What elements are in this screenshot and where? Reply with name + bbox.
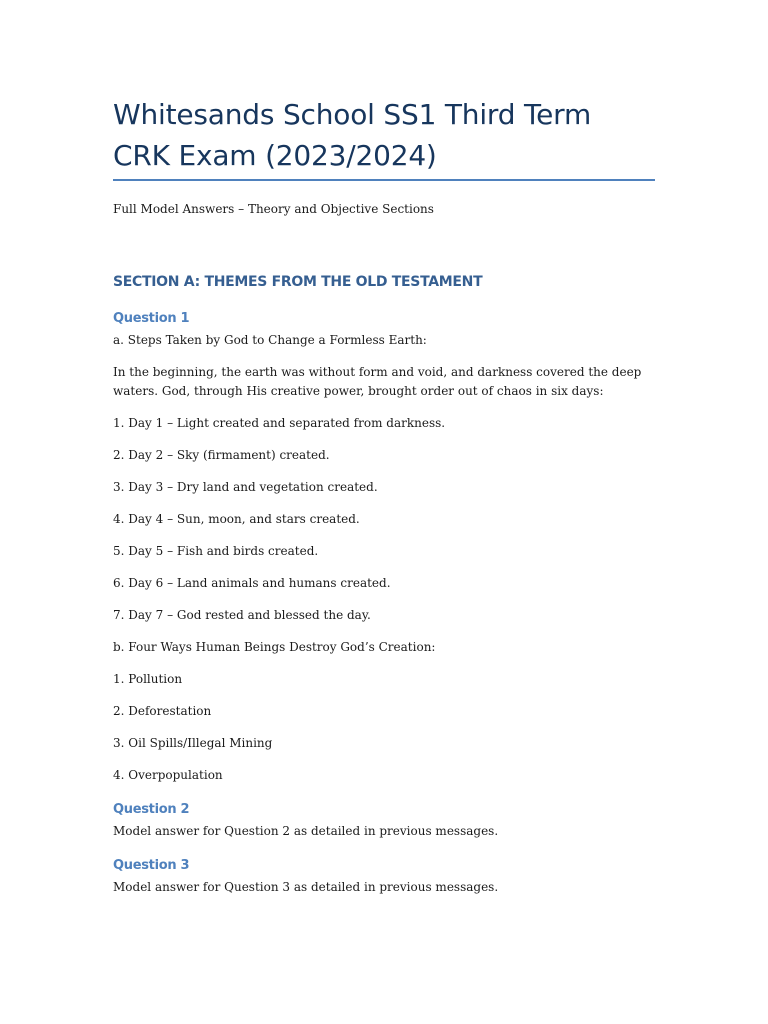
section-a-heading: SECTION A: THEMES FROM THE OLD TESTAMENT [113, 274, 483, 290]
question-1-part-b-label: b. Four Ways Human Beings Destroy God’s Creation: [113, 640, 436, 654]
creation-day-5: 5. Day 5 – Fish and birds created. [113, 544, 319, 558]
creation-day-1: 1. Day 1 – Light created and separated from darkness. [113, 416, 446, 430]
question-1-heading: Question 1 [113, 311, 190, 326]
creation-day-2: 2. Day 2 – Sky (firmament) created. [113, 448, 330, 462]
creation-day-3: 3. Day 3 – Dry land and vegetation created. [113, 480, 378, 494]
destruction-way-4: 4. Overpopulation [113, 768, 223, 782]
creation-day-4: 4. Day 4 – Sun, moon, and stars created. [113, 512, 360, 526]
question-3-heading: Question 3 [113, 858, 190, 873]
document-title: Whitesands School SS1 Third Term CRK Exam (2023/2024) [113, 98, 592, 172]
destruction-way-1: 1. Pollution [113, 672, 183, 686]
question-3-answer: Model answer for Question 3 as detailed in previous messages. [113, 880, 499, 894]
question-1-part-a-label: a. Steps Taken by God to Change a Formless Earth: [113, 333, 427, 347]
title-underline [113, 179, 655, 181]
question-2-answer: Model answer for Question 2 as detailed in previous messages. [113, 824, 499, 838]
destruction-way-2: 2. Deforestation [113, 704, 212, 718]
question-1-intro-paragraph: In the beginning, the earth was without form and void, and darkness covered the deep waters. God, through His creative power, brought order out of chaos in six days: [113, 365, 642, 398]
creation-day-7: 7. Day 7 – God rested and blessed the day. [113, 608, 371, 622]
destruction-way-3: 3. Oil Spills/Illegal Mining [113, 736, 273, 750]
document-subtitle: Full Model Answers – Theory and Objective Sections [113, 202, 434, 216]
creation-day-6: 6. Day 6 – Land animals and humans created. [113, 576, 391, 590]
question-2-heading: Question 2 [113, 802, 190, 817]
